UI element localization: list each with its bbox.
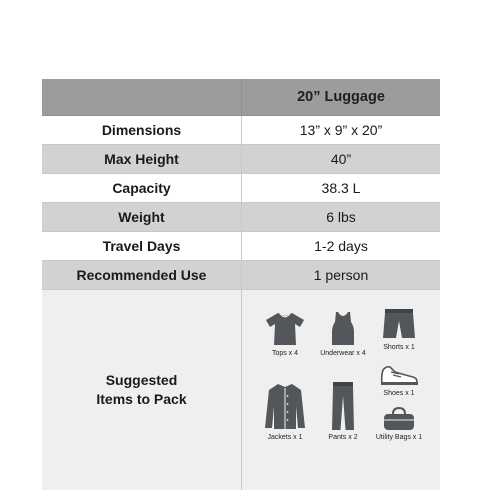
suggested-items-label-line1: Suggested — [105, 372, 178, 388]
pack-item — [366, 306, 432, 351]
pack-item — [252, 382, 318, 441]
tank-top-icon — [321, 310, 365, 348]
row-label-capacity: Capacity — [42, 174, 242, 202]
row-value-capacity: 38.3 L — [321, 180, 361, 196]
table-row — [42, 203, 440, 232]
row-value-dimensions: 13” x 9” x 20” — [299, 122, 383, 138]
row-label-max-height: Max Height — [42, 145, 242, 173]
suggested-items-row — [42, 290, 440, 490]
table-row — [42, 174, 440, 203]
row-label-weight: Weight — [42, 203, 242, 231]
pack-item — [366, 406, 432, 441]
suggested-items-label — [42, 290, 242, 490]
pack-item-label: Pants x 2 — [328, 434, 358, 441]
pack-item — [252, 310, 318, 357]
pack-item-label: Tops x 4 — [271, 350, 299, 357]
jacket-icon — [263, 382, 307, 432]
pack-item-label: Underwear x 4 — [320, 350, 366, 357]
pack-item-label: Utility Bags x 1 — [375, 434, 423, 441]
row-label-dimensions: Dimensions — [42, 116, 242, 144]
row-label-travel-days: Travel Days — [42, 232, 242, 260]
pack-item-label: Jackets x 1 — [267, 434, 303, 441]
row-label-recommended-use: Recommended Use — [42, 261, 242, 289]
suggested-items-grid — [242, 290, 440, 490]
row-value-travel-days: 1-2 days — [314, 238, 368, 254]
shorts-icon — [377, 306, 421, 342]
luggage-spec-table — [42, 79, 440, 490]
bag-icon — [377, 406, 421, 432]
table-row — [42, 232, 440, 261]
pack-item-label: Shorts x 1 — [383, 344, 415, 351]
table-row — [42, 261, 440, 290]
table-header-row — [42, 79, 440, 116]
shirt-icon — [263, 310, 307, 348]
header-empty-cell — [42, 79, 242, 115]
row-value-max-height: 40” — [330, 151, 352, 167]
table-row — [42, 116, 440, 145]
table-row — [42, 145, 440, 174]
pants-icon — [321, 380, 365, 432]
row-value-recommended-use: 1 person — [313, 267, 369, 283]
suggested-items-label-line2: Items to Pack — [96, 391, 187, 407]
row-value-weight: 6 lbs — [326, 209, 356, 225]
header-title: 20” Luggage — [297, 89, 385, 105]
shoe-icon — [377, 362, 421, 388]
pack-item-label: Shoes x 1 — [383, 390, 415, 397]
